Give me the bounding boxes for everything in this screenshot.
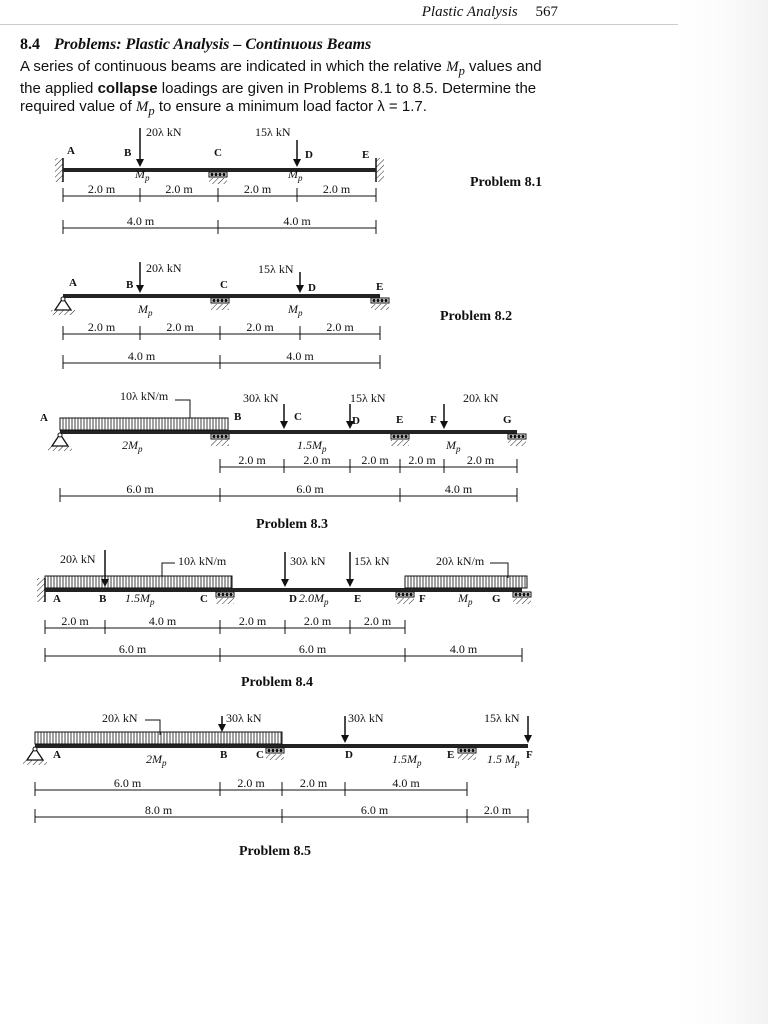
load-label: 15λ kN xyxy=(350,391,386,405)
dimension-label: 4.0 m xyxy=(127,349,156,363)
problem-title: Problem 8.5 xyxy=(238,844,312,859)
moment-label: $1.5M_p$ xyxy=(297,438,327,454)
label: B xyxy=(99,593,107,605)
intro-text-1: A series of continuous beams are indicated in which the relative xyxy=(20,58,447,75)
dimension-label: 8.0 m xyxy=(144,803,173,817)
problem-title: Problem 8.2 xyxy=(440,309,513,324)
roller-support xyxy=(211,434,229,446)
dimension-label: 2.0 m xyxy=(408,453,436,467)
fixed-support-left xyxy=(37,578,45,602)
label: E xyxy=(396,414,404,426)
label: E xyxy=(362,149,370,161)
moment-label: $2.0M_p$ xyxy=(299,591,329,607)
dimension-row xyxy=(63,182,376,202)
beam xyxy=(35,744,528,748)
pin-support xyxy=(23,747,47,765)
dimension-label: 4.0 m xyxy=(444,482,473,496)
label: B xyxy=(234,411,242,423)
moment-label: $M_p$ xyxy=(288,167,303,183)
distributed-load xyxy=(405,576,527,588)
dimension-label: 2.0 m xyxy=(322,182,351,196)
label: A xyxy=(53,749,61,761)
distributed-load xyxy=(35,732,282,744)
point-load xyxy=(255,125,301,167)
label: F xyxy=(430,414,437,426)
load-label: 30λ kN xyxy=(243,391,279,405)
moment-label: $2M_p$ xyxy=(122,438,143,454)
load-label: 20λ kN xyxy=(102,711,138,725)
dimension-row xyxy=(45,614,405,634)
point-load xyxy=(243,391,288,429)
dimension-label: 2.0 m xyxy=(61,614,89,628)
fixed-support-right xyxy=(376,158,384,182)
dimension-label: 6.0 m xyxy=(298,642,327,656)
beam xyxy=(63,294,380,298)
dimension-label: 2.0 m xyxy=(238,453,266,467)
intro-text-4: to ensure a minimum load factor λ = 1.7. xyxy=(154,98,427,115)
label: C xyxy=(220,279,228,291)
point-load xyxy=(136,125,182,167)
dimension-row xyxy=(63,320,380,340)
moment-label: $2M_p$ xyxy=(146,752,167,768)
roller-support xyxy=(508,434,526,446)
dimension-row xyxy=(63,349,380,369)
moment-label: $1.5M_p$ xyxy=(125,591,155,607)
dimension-label: 2.0 m xyxy=(361,453,389,467)
label: B xyxy=(124,147,132,159)
moment-label: $M_p$ xyxy=(135,167,150,183)
point-load xyxy=(341,711,384,743)
pin-support xyxy=(51,297,75,315)
point-load xyxy=(218,711,262,732)
load-label: 20λ kN xyxy=(463,391,499,405)
load-label: 20λ kN xyxy=(146,125,182,139)
label: D xyxy=(308,282,316,294)
point-load xyxy=(484,711,532,743)
load-label: 20λ kN/m xyxy=(436,554,485,568)
dimension-label: 2.0 m xyxy=(87,182,116,196)
distributed-load xyxy=(60,418,228,430)
dimension-label: 4.0 m xyxy=(449,642,478,656)
intro-text-3: loadings are given in Problems 8.1 to 8.5. Determine the required value of xyxy=(20,80,537,115)
label: G xyxy=(503,414,512,426)
intro-text-2: values and the applied xyxy=(20,58,542,97)
dimension-row xyxy=(60,482,517,502)
mp-symbol-2: $M_p$ xyxy=(135,99,155,118)
label: C xyxy=(214,147,222,159)
moment-label: $M_p$ xyxy=(458,591,473,607)
dimension-label: 6.0 m xyxy=(296,482,324,496)
dimension-label: 2.0 m xyxy=(483,803,512,817)
moment-label: $M_p$ xyxy=(288,302,303,318)
mp-symbol: $M_p$ xyxy=(446,59,465,78)
dimension-label: 4.0 m xyxy=(148,614,177,628)
beam xyxy=(63,168,376,172)
dimension-label: 4.0 m xyxy=(392,776,420,790)
section-title: Problems: Plastic Analysis – Continuous Beams xyxy=(54,36,372,53)
fixed-support-left xyxy=(55,158,63,182)
problem-title: Problem 8.4 xyxy=(240,675,314,690)
load-label: 15λ kN xyxy=(258,262,294,276)
problem-8-4 xyxy=(37,550,531,690)
dimension-row xyxy=(35,776,467,796)
roller-support xyxy=(391,434,409,446)
moment-label: 1.5 $M_p$ xyxy=(487,752,520,768)
label: D xyxy=(352,415,360,427)
roller-support xyxy=(266,748,284,760)
label: D xyxy=(289,593,297,605)
load-label: 20λ kN xyxy=(146,261,182,275)
running-title: Plastic Analysis xyxy=(421,4,518,20)
label: C xyxy=(200,593,208,605)
dimension-label: 4.0 m xyxy=(283,214,311,228)
load-label: 30λ kN xyxy=(348,711,384,725)
point-load xyxy=(346,552,390,587)
label: C xyxy=(256,749,264,761)
label: B xyxy=(220,749,228,761)
dimension-row xyxy=(35,803,528,823)
roller-support xyxy=(209,172,227,184)
dimension-label: 2.0 m xyxy=(166,320,194,334)
dimension-label: 2.0 m xyxy=(299,776,328,790)
pin-support xyxy=(48,433,72,451)
point-load xyxy=(136,261,182,293)
moment-label: $1.5M_p$ xyxy=(392,752,422,768)
roller-support xyxy=(216,592,234,604)
roller-support xyxy=(513,592,531,604)
label: F xyxy=(419,593,426,605)
load-label: 30λ kN xyxy=(226,711,262,725)
intro-bold-collapse: collapse xyxy=(97,80,158,97)
problem-8-3 xyxy=(40,389,526,532)
point-load xyxy=(440,391,499,429)
dimension-label: 2.0 m xyxy=(238,614,267,628)
dimension-label: 2.0 m xyxy=(466,453,495,467)
label: E xyxy=(447,749,455,761)
label: E xyxy=(354,593,362,605)
roller-support xyxy=(211,298,229,310)
label: A xyxy=(40,412,48,424)
label: G xyxy=(492,593,501,605)
label: D xyxy=(345,749,353,761)
roller-support xyxy=(458,748,476,760)
roller-support xyxy=(371,298,389,310)
beam xyxy=(60,430,517,434)
dimension-label: 6.0 m xyxy=(360,803,389,817)
label: E xyxy=(376,281,384,293)
roller-support xyxy=(396,592,414,604)
problem-8-5 xyxy=(23,711,533,859)
dimension-label: 4.0 m xyxy=(126,214,155,228)
moment-label: $M_p$ xyxy=(446,438,461,454)
load-label: 15λ kN xyxy=(354,554,390,568)
label: C xyxy=(294,411,302,423)
distributed-load xyxy=(45,576,232,588)
label: B xyxy=(126,279,134,291)
dimension-row xyxy=(220,453,517,473)
point-load xyxy=(281,552,326,587)
label: A xyxy=(53,593,61,605)
dimension-label: 2.0 m xyxy=(246,320,274,334)
load-label: 20λ kN xyxy=(60,552,96,566)
dimension-label: 2.0 m xyxy=(363,614,392,628)
moment-label: $M_p$ xyxy=(138,302,153,318)
dimension-label: 2.0 m xyxy=(237,776,265,790)
load-label: 15λ kN xyxy=(255,125,291,139)
dimension-label: 2.0 m xyxy=(303,614,332,628)
dimension-label: 2.0 m xyxy=(326,320,354,334)
problem-title: Problem 8.3 xyxy=(255,517,329,532)
leader-line xyxy=(175,400,190,418)
label: D xyxy=(305,149,313,161)
dimension-label: 2.0 m xyxy=(87,320,116,334)
page-number: 567 xyxy=(535,4,558,20)
problem-8-2 xyxy=(51,261,512,369)
page-edge-shadow xyxy=(678,0,768,1024)
dimension-label: 2.0 m xyxy=(303,453,331,467)
dimension-label: 6.0 m xyxy=(118,642,147,656)
dimension-label: 2.0 m xyxy=(243,182,272,196)
load-label: 15λ kN xyxy=(484,711,520,725)
dimension-row xyxy=(45,642,522,662)
problem-title: Problem 8.1 xyxy=(470,175,543,190)
label: A xyxy=(67,145,75,157)
dimension-row xyxy=(63,214,376,234)
load-label: 10λ kN/m xyxy=(120,389,169,403)
section-number: 8.4 xyxy=(20,36,40,53)
beam xyxy=(45,588,522,592)
dimension-label: 6.0 m xyxy=(126,482,154,496)
load-label: 10λ kN/m xyxy=(178,554,227,568)
point-load xyxy=(258,262,304,293)
dimension-label: 6.0 m xyxy=(113,776,142,790)
label: A xyxy=(69,277,77,289)
problem-8-1 xyxy=(55,125,542,234)
label: F xyxy=(526,749,533,761)
dimension-label: 2.0 m xyxy=(165,182,193,196)
dimension-label: 4.0 m xyxy=(286,349,314,363)
load-label: 30λ kN xyxy=(290,554,326,568)
